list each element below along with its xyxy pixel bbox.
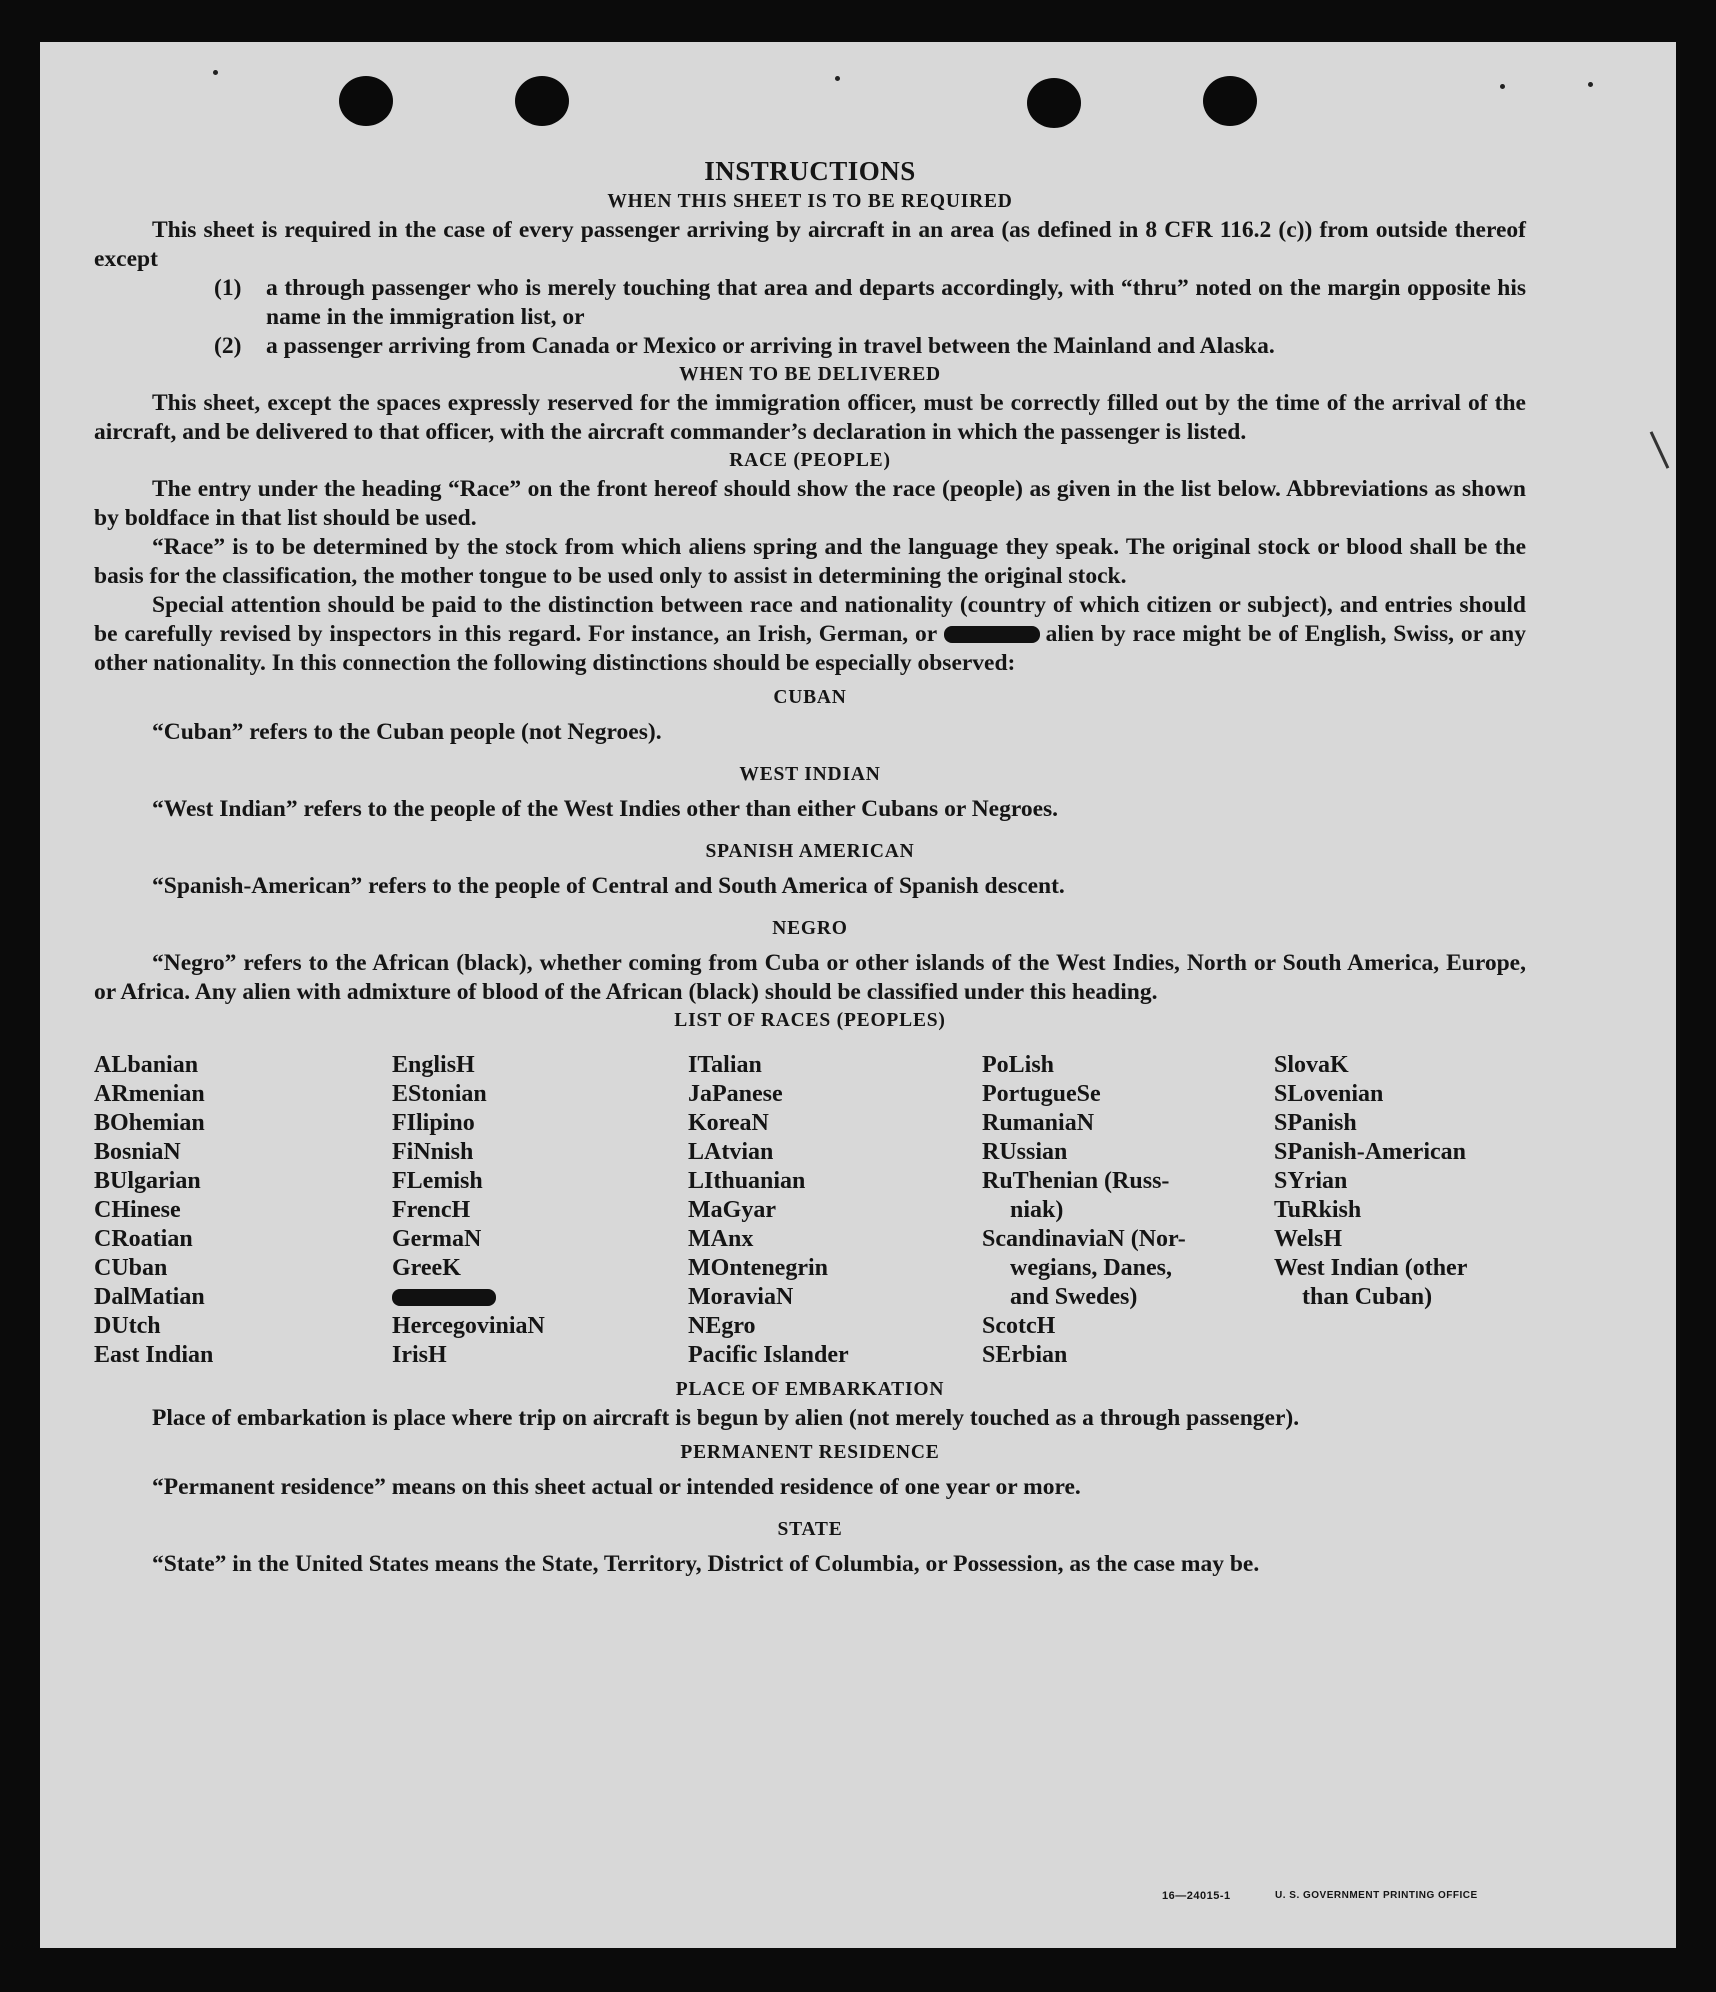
race-item: KoreaN [688, 1110, 769, 1136]
race-paragraph-2: “Race” is to be determined by the stock from which aliens spring and the language they speak. The original stock or blood shall be the basis for the classification, the mother tongue to be used only to assist in determining the original stock. [94, 534, 1526, 589]
instructions-body [94, 154, 1526, 1579]
section-heading-embarkation: PLACE OF EMBARKATION [675, 1379, 945, 1400]
printing-office: U. S. GOVERNMENT PRINTING OFFICE [1275, 1890, 1478, 1901]
race-item: NEgro [688, 1313, 756, 1339]
speck [1588, 82, 1593, 87]
race-item: SLovenian [1274, 1081, 1384, 1107]
edge-mark [1650, 431, 1670, 469]
race-item: Pacific Islander [688, 1342, 849, 1368]
form-number: 16—24015-1 [1162, 1890, 1231, 1902]
list-number: (2) [214, 333, 242, 359]
race-item: ARmenian [94, 1081, 205, 1107]
race-item: IrisH [392, 1342, 447, 1368]
race-item: DUtch [94, 1313, 161, 1339]
section-heading-required: WHEN THIS SHEET IS TO BE REQUIRED [607, 191, 1013, 212]
race-paragraph-3-start: Special attention should be paid to the distinction between race and nationality (country of which citizen or subject), and entries should be carefully revised by inspectors in this regard. For instance, an Irish, German, or [94, 592, 1526, 647]
race-item: MOntenegrin [688, 1255, 828, 1281]
race-item: CUban [94, 1255, 168, 1281]
redaction-mark [944, 626, 1040, 643]
race-item: EnglisH [392, 1052, 475, 1078]
race-paragraph-1: The entry under the heading “Race” on the front hereof should show the race (people) as given in the list below. Abbreviations as shown by boldface in that list should be used. [94, 476, 1526, 531]
race-item: JaPanese [688, 1081, 783, 1107]
race-column-1 [94, 1051, 392, 1370]
race-item: CHinese [94, 1197, 181, 1223]
page-title: INSTRUCTIONS [704, 156, 916, 186]
section-heading-residence: PERMANENT RESIDENCE [680, 1442, 940, 1463]
race-item-continued: than Cuban) [1302, 1284, 1433, 1310]
race-item: FiNnish [392, 1139, 474, 1165]
section-heading-negro: NEGRO [772, 918, 848, 939]
race-item: SPanish-American [1274, 1139, 1466, 1165]
race-item: GermaN [392, 1226, 482, 1252]
race-list [94, 1051, 1526, 1370]
list-text: a passenger arriving from Canada or Mexico or arriving in travel between the Mainland and Alaska. [266, 333, 1275, 359]
race-item-continued: and Swedes) [1010, 1284, 1138, 1310]
race-column-2 [392, 1051, 688, 1370]
punch-hole [339, 76, 393, 126]
race-item: East Indian [94, 1342, 214, 1368]
race-item: BUlgarian [94, 1168, 201, 1194]
race-item: LAtvian [688, 1139, 774, 1165]
race-item-continued: niak) [1010, 1197, 1064, 1223]
speck [835, 76, 840, 81]
section-heading-cuban: CUBAN [773, 687, 847, 708]
race-item: ALbanian [94, 1052, 199, 1078]
race-item: ScotcH [982, 1313, 1056, 1339]
race-item: BosniaN [94, 1139, 181, 1165]
section-heading-races: LIST OF RACES (PEOPLES) [674, 1010, 946, 1031]
race-item: RuThenian (Russ- [982, 1168, 1170, 1194]
speck [1500, 84, 1505, 89]
section-heading-west-indian: WEST INDIAN [739, 764, 881, 785]
race-item: HercegoviniaN [392, 1313, 545, 1339]
race-item: FrencH [392, 1197, 471, 1223]
race-item: EStonian [392, 1081, 487, 1107]
race-item: RumaniaN [982, 1110, 1095, 1136]
race-item-continued: wegians, Danes, [1010, 1255, 1173, 1281]
race-item: PortugueSe [982, 1081, 1101, 1107]
west-indian-text: “West Indian” refers to the people of the West Indies other than either Cubans or Negroes. [152, 796, 1059, 822]
race-item: ScandinaviaN (Nor- [982, 1226, 1186, 1252]
list-item [94, 332, 1526, 361]
race-item: FIlipino [392, 1110, 475, 1136]
required-intro: This sheet is required in the case of every passenger arriving by aircraft in an area (as defined in 8 CFR 116.2 (c)) from outside thereof except [94, 217, 1526, 272]
race-item: ITalian [688, 1052, 762, 1078]
race-item: MAnx [688, 1226, 754, 1252]
punch-hole [1027, 78, 1081, 128]
race-item: RUssian [982, 1139, 1068, 1165]
race-paragraph-3 [94, 591, 1526, 678]
race-item: SPanish [1274, 1110, 1357, 1136]
race-item: CRoatian [94, 1226, 193, 1252]
state-text: “State” in the United States means the State, Territory, District of Columbia, or Possession, as the case may be. [152, 1551, 1260, 1577]
residence-text: “Permanent residence” means on this sheet actual or intended residence of one year or more. [152, 1474, 1081, 1500]
delivered-text: This sheet, except the spaces expressly reserved for the immigration officer, must be correctly filled out by the time of the arrival of the aircraft, and be delivered to that officer, with the aircraft commander’s declaration in which the passenger is listed. [94, 390, 1526, 445]
race-item: SYrian [1274, 1168, 1348, 1194]
section-heading-race: RACE (PEOPLE) [729, 450, 891, 471]
list-item [94, 274, 1526, 332]
section-heading-delivered: WHEN TO BE DELIVERED [679, 364, 941, 385]
section-heading-state: STATE [777, 1519, 843, 1540]
race-column-3 [688, 1051, 982, 1370]
race-item-redacted [392, 1283, 688, 1312]
race-item: WelsH [1274, 1226, 1343, 1252]
negro-text: “Negro” refers to the African (black), whether coming from Cuba or other islands of the West Indies, North or South America, Europe, or Africa. Any alien with admixture of blood of the African (black) should be classified under this heading. [94, 950, 1526, 1005]
race-item: DalMatian [94, 1284, 205, 1310]
race-item: West Indian (other [1274, 1255, 1468, 1281]
race-paragraph-3-end: alien by race might be of English, Swiss, or any other nationality. In this connection the following distinctions should be especially observed: [94, 621, 1526, 676]
race-item: LIthuanian [688, 1168, 806, 1194]
race-item: TuRkish [1274, 1197, 1362, 1223]
section-heading-spanish-american: SPANISH AMERICAN [705, 841, 915, 862]
speck [213, 70, 218, 75]
cuban-text: “Cuban” refers to the Cuban people (not Negroes). [152, 719, 662, 745]
race-item: PoLish [982, 1052, 1055, 1078]
embarkation-text: Place of embarkation is place where trip on aircraft is begun by alien (not merely touched as a through passenger). [152, 1405, 1300, 1431]
list-text: a through passenger who is merely touching that area and departs accordingly, with “thru” noted on the margin opposite his name in the immigration list, or [266, 275, 1526, 330]
punch-hole [1203, 76, 1257, 126]
redaction-mark [392, 1289, 496, 1306]
punch-hole [515, 76, 569, 126]
list-number: (1) [214, 275, 242, 301]
race-item: GreeK [392, 1255, 461, 1281]
race-item: BOhemian [94, 1110, 205, 1136]
document-sheet [40, 42, 1676, 1948]
race-item: FLemish [392, 1168, 483, 1194]
spanish-american-text: “Spanish-American” refers to the people of Central and South America of Spanish descent. [152, 873, 1065, 899]
race-item: SErbian [982, 1342, 1068, 1368]
race-column-5 [1274, 1051, 1524, 1370]
race-item: MaGyar [688, 1197, 776, 1223]
race-column-4 [982, 1051, 1274, 1370]
race-item: MoraviaN [688, 1284, 794, 1310]
race-item: SlovaK [1274, 1052, 1349, 1078]
